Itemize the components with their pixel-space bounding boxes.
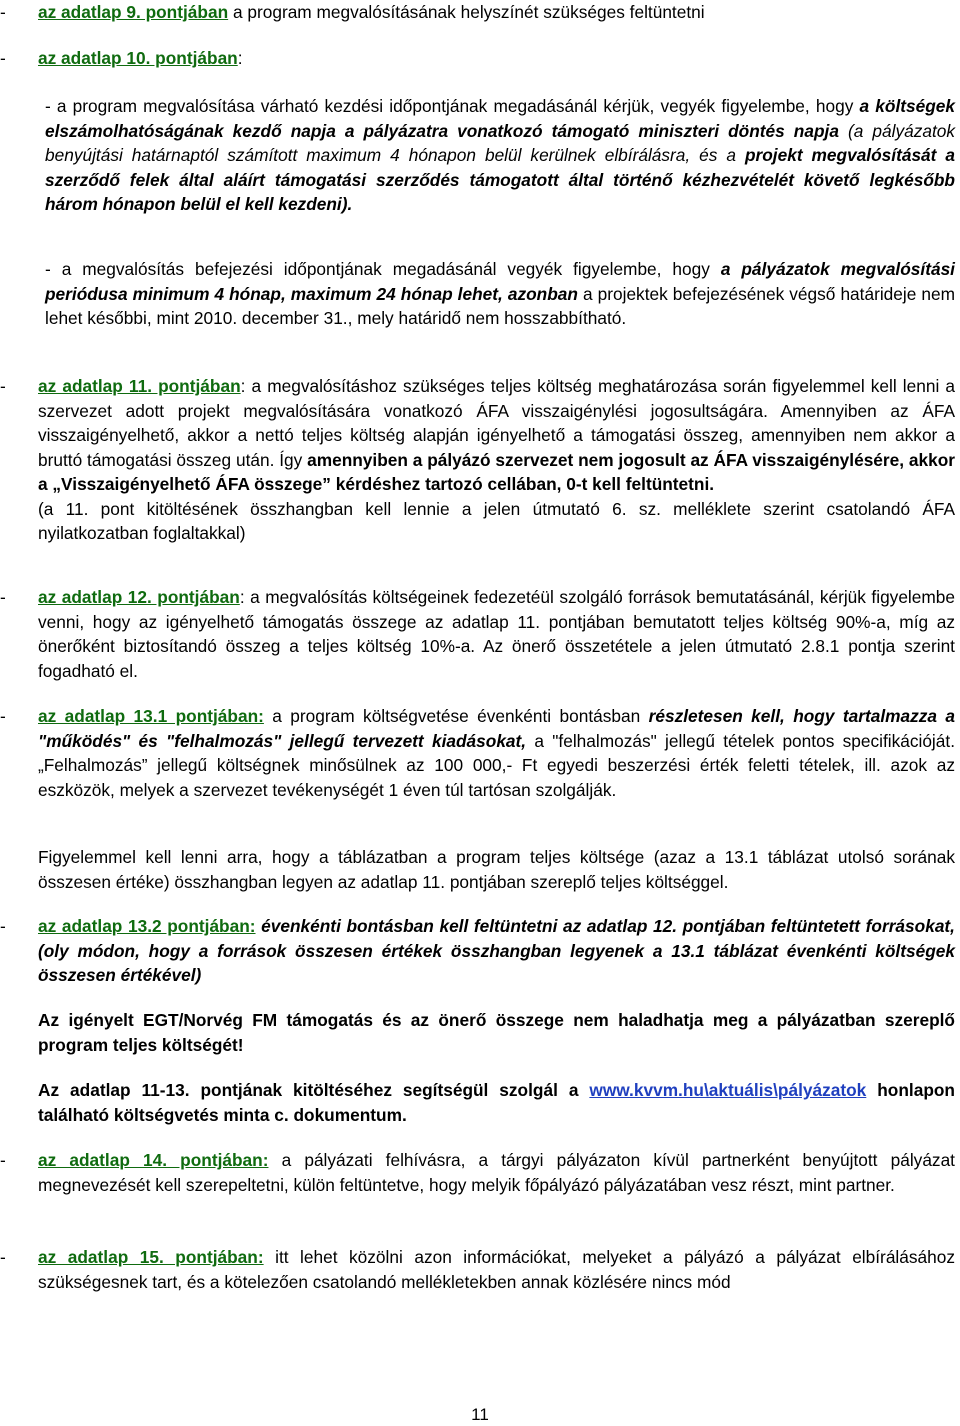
adatlap-12-text: : a megvalósítás költségeinek fedezetéül szolgáló források bemutatásánál, kérjük figyelembe venni, hogy az igényelhető támogatás összege az adatlap 11. pontjában bemutatott teljes költség 90%-a, míg az önerőként biztosítandó összeg a teljes költség 10%-a. Az önerő összetétele a jelen útmutató 2.8.1 pontja szerint fogadható el. <box>38 587 955 681</box>
adatlap-12-ref: az adatlap 12. pontjában <box>38 587 240 607</box>
adatlap-11-ref: az adatlap 11. pontjában <box>38 376 241 396</box>
adatlap-13-1-text: a program költségvetése évenkénti bontásban <box>263 706 649 726</box>
bullet-dash: - <box>0 376 6 396</box>
kvvm-link[interactable]: www.kvvm.hu\aktuális\pályázatok <box>589 1080 867 1100</box>
bullet-dash: - <box>0 2 6 22</box>
section-adatlap-11 <box>0 374 960 546</box>
adatlap-14-ref: az adatlap 14. pontjában: <box>38 1150 269 1170</box>
section-adatlap-13-2 <box>0 914 960 988</box>
adatlap-10-colon: : <box>237 48 243 68</box>
bullet-dash: - <box>0 706 6 726</box>
bullet-dash: - <box>0 48 6 68</box>
bullet-dash: - <box>0 1150 6 1170</box>
end-date-text: - a megvalósítás befejezési időpontjának megadásánál vegyék figyelembe, hogy <box>45 259 721 279</box>
section-adatlap-12 <box>0 585 960 683</box>
adatlap-9-text: a program megvalósításának helyszínét szükséges feltüntetni <box>228 2 705 22</box>
template-note-2: honlapon található költségvetés minta c. dokumentum. <box>38 1080 955 1125</box>
adatlap-11-text: : a megvalósításhoz szükséges teljes költség meghatározása során figyelemmel kell lenni a szervezet adott projekt megvalósítására vonatkozó ÁFA visszaigénylési jogosultságára. Amennyiben az ÁFA visszaigényelhető, akkor a nettó teljes költség alapján igényelhető a támogatási összeg, amennyiben nem akkor a bruttó támogatási összeg után. Így <box>38 376 955 470</box>
section-13-1-note <box>0 845 960 894</box>
end-date-emphasis: a pályázatok megvalósítási periódusa minimum 4 hónap, maximum 24 hónap lehet, azonban <box>45 259 955 304</box>
section-adatlap-15 <box>0 1245 960 1294</box>
start-date-text: - a program megvalósítása várható kezdési időpontjának megadásánál kérjük, vegyék figyelembe, hogy <box>45 96 860 116</box>
adatlap-11-bold: amennyiben a pályázó szervezet nem jogosult az ÁFA visszaigénylésére, akkor a „Visszaigényelhető ÁFA összege” kérdéshez tartozó cellában, 0-t kell feltüntetni. <box>38 449 955 494</box>
section-13-2-warning <box>0 1008 960 1057</box>
adatlap-15-ref: az adatlap 15. pontjában: <box>38 1247 264 1267</box>
section-adatlap-9 <box>0 0 960 25</box>
adatlap-10-ref: az adatlap 10. pontjában <box>38 48 238 68</box>
section-adatlap-10 <box>0 46 960 71</box>
adatlap-9-ref: az adatlap 9. pontjában <box>38 2 229 22</box>
adatlap-13-1-ref: az adatlap 13.1 pontjában: <box>38 706 264 726</box>
adatlap-13-1-note: Figyelemmel kell lenni arra, hogy a táblázatban a program teljes költsége (azaz a 13.1 táblázat utolsó sorának összesen értéke) összhangban legyen az adatlap 11. pontjában szereplő teljes költséggel. <box>38 847 955 892</box>
end-date-note: , mely határidő nem hosszabbítható. <box>347 308 627 328</box>
adatlap-13-2-ref: az adatlap 13.2 pontjában: <box>38 916 256 936</box>
end-date-deadline: a projektek befejezésének végső határideje nem lehet későbbi, mint 2010. december 31. <box>45 283 955 328</box>
adatlap-13-2-emphasis: évenkénti bontásban kell feltüntetni az adatlap 12. pontjában feltüntetett forrásokat, (oly módon, hogy a források összesen értékek összhangban legyenek a 13.1 táblázat évenkénti költségek összesen értékével) <box>38 916 955 985</box>
bullet-dash: - <box>0 1247 6 1267</box>
section-adatlap-13-1 <box>0 704 960 802</box>
start-date-emphasis-2: projekt megvalósítását a szerződő felek által aláírt támogatási szerződés támogatott által történő kézhezvételét követő legkésőbb három hónapon belül el kell kezdeni). <box>45 145 955 214</box>
section-13-2-template <box>0 1078 960 1127</box>
start-date-emphasis: a költségek elszámolhatóságának kezdő napja a pályázatra vonatkozó támogató miniszteri döntés napja <box>45 96 956 141</box>
adatlap-14-text: a pályázati felhívásra, a tárgyi pályázaton kívül partnerként benyújtott pályázat megnevezését kell szerepeltetni, külön feltüntetve, hogy melyik főpályázó pályázatában vesz részt, mint partner. <box>38 1150 955 1195</box>
page-number: 11 <box>471 1405 489 1424</box>
adatlap-13-1-text-2: a "felhalmozás" jellegű tételek pontos specifikációját. „Felhalmozás” jellegű költségnek minősülnek az 100 000,- Ft egyedi beszerzési érték feletti tételek, ill. azok az eszközök, melyek a szervezet tevékenységét 1 éven túl tartósan szolgálják. <box>38 730 955 800</box>
bullet-dash: - <box>0 587 6 607</box>
adatlap-13-1-emphasis: részletesen kell, hogy tartalmazza a "működés" és "felhalmozás" jellegű tervezett kiadásokat, <box>38 706 956 751</box>
section-10-start-date <box>0 94 960 217</box>
template-note: Az adatlap 11-13. pontjának kitöltéséhez segítségül szolgál a <box>38 1080 590 1100</box>
funding-limit-warning: Az igényelt EGT/Norvég FM támogatás és az önerő összege nem haladhatja meg a pályázatban szereplő program teljes költségét! <box>38 1010 955 1055</box>
section-adatlap-14 <box>0 1148 960 1197</box>
start-date-italic: (a pályázatok benyújtási határnaptól számított maximum 4 hónapon belül kerülnek elbírálásra, és a <box>45 120 956 165</box>
bullet-dash: - <box>0 916 6 936</box>
adatlap-15-text: itt lehet közölni azon információkat, melyeket a pályázó a pályázat elbírálásához szükségesnek tart, és a kötelezően csatolandó mellékletekben annak közlésére nincs mód <box>38 1247 955 1292</box>
adatlap-11-note: (a 11. pont kitöltésének összhangban kell lennie a jelen útmutató 6. sz. melléklete szerint csatolandó ÁFA nyilatkozatban foglaltakkal) <box>38 498 955 543</box>
section-10-end-date <box>0 257 960 331</box>
